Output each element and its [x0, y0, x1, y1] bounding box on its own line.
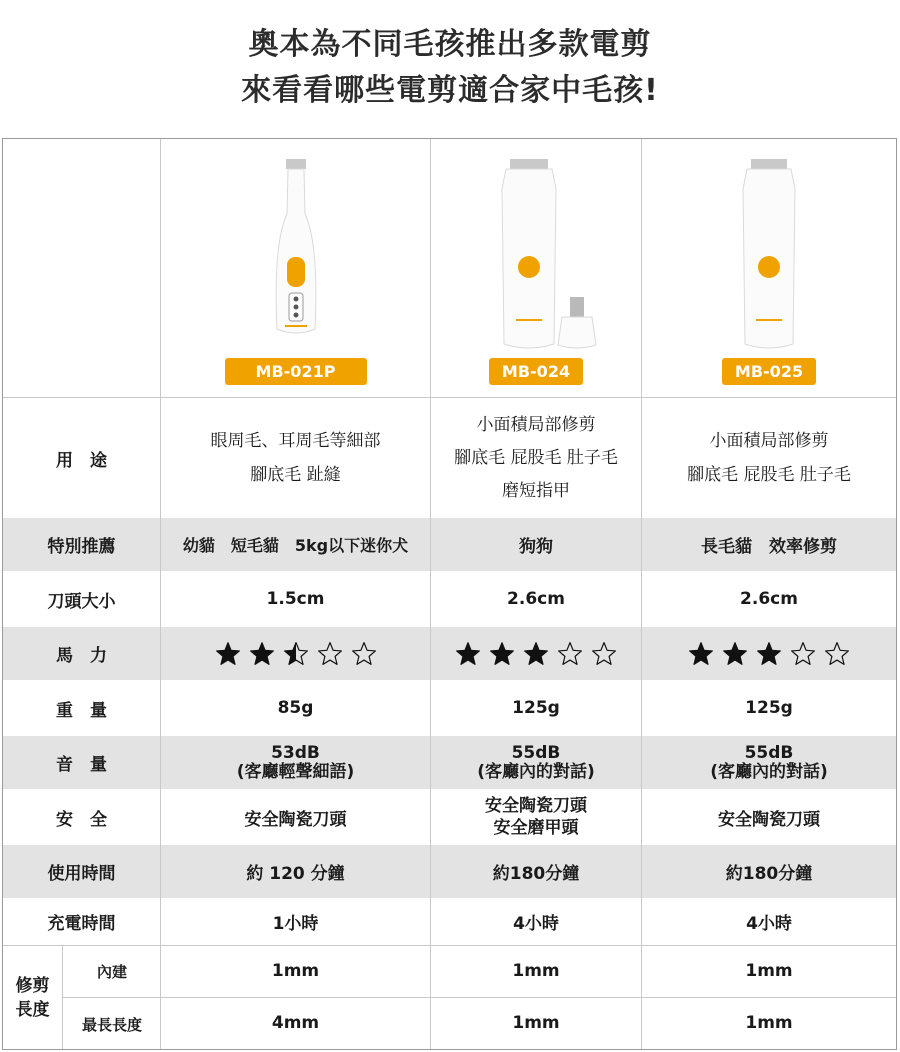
label-recommend: 特別推薦 [3, 518, 161, 571]
star-full-icon [688, 641, 714, 667]
usage-2-line-1: 小面積局部修剪 [476, 414, 596, 435]
label-trim-length [3, 946, 63, 1049]
empty-header-cell [3, 139, 161, 397]
noise-2-desc: (客廳內的對話) [477, 761, 595, 782]
row-blade-size [3, 571, 896, 627]
blade-size-cell-2: 2.6cm [431, 571, 642, 627]
trimmer-mb025-image [739, 159, 799, 354]
usage-cell-1 [161, 398, 431, 518]
row-trim-length [3, 945, 896, 1049]
title-line-1: 奧本為不同毛孩推出多款電剪 [248, 27, 652, 62]
label-noise: 音 量 [3, 736, 161, 789]
trim-max-2: 1mm [512, 1013, 560, 1034]
power-cell-2 [431, 627, 642, 680]
star-full-icon [455, 641, 481, 667]
safety-2-line-1: 安全陶瓷刀頭 [485, 796, 587, 816]
noise-3-db: 55dB [744, 742, 794, 763]
usage-1-line-2: 腳底毛 趾縫 [250, 465, 341, 485]
trim-cell-2 [431, 946, 642, 1049]
trim-cell-3 [642, 946, 896, 1049]
title-line-2: 來看看哪些電剪適合家中毛孩! [241, 73, 659, 108]
safety-2-line-2: 安全磨甲頭 [493, 818, 579, 838]
safety-cell-3: 安全陶瓷刀頭 [718, 809, 820, 830]
charge-time-cell-2: 4小時 [431, 898, 642, 945]
star-empty-icon [824, 641, 850, 667]
row-safety [3, 789, 896, 845]
row-power [3, 627, 896, 680]
star-rating-1 [215, 641, 377, 667]
trim-length-label-text: 修剪長度 [15, 975, 50, 1020]
noise-2-db: 55dB [511, 742, 561, 763]
usage-cell-2 [431, 398, 642, 518]
star-empty-icon [317, 641, 343, 667]
noise-3-desc: (客廳內的對話) [710, 761, 828, 782]
trim-builtin-1: 1mm [161, 946, 430, 998]
star-full-icon [756, 641, 782, 667]
safety-cell-2 [431, 789, 642, 845]
model-badge-1: MB-021P [225, 358, 367, 385]
trim-builtin-3: 1mm [642, 946, 896, 998]
trim-builtin-2: 1mm [431, 946, 641, 998]
use-time-cell-1: 約 120 分鐘 [161, 845, 431, 898]
usage-2-line-2: 腳底毛 屁股毛 肚子毛 [454, 447, 618, 468]
star-empty-icon [557, 641, 583, 667]
label-blade-size: 刀頭大小 [3, 571, 161, 627]
usage-3-line-1: 小面積局部修剪 [709, 431, 829, 451]
row-use-time [3, 845, 896, 898]
power-cell-3 [642, 627, 896, 680]
label-trim-length-cell [3, 946, 161, 1049]
row-usage [3, 397, 896, 518]
use-time-cell-3: 約180分鐘 [725, 864, 813, 884]
star-empty-icon [591, 641, 617, 667]
row-recommend [3, 518, 896, 571]
trim-cell-1 [161, 946, 431, 1049]
noise-1-desc: (客廳輕聲細語) [236, 761, 355, 782]
label-usage: 用 途 [3, 398, 161, 518]
noise-1-db: 53dB [271, 742, 320, 763]
weight-cell-3: 125g [745, 698, 793, 718]
charge-time-cell-3: 4小時 [746, 914, 792, 934]
label-trim-max: 最長長度 [81, 1015, 142, 1034]
star-half-icon [283, 641, 309, 667]
recommend-cell-1: 幼貓 短毛貓 5kg以下迷你犬 [161, 518, 431, 571]
star-rating-2 [455, 641, 617, 667]
label-trim-builtin: 內建 [63, 946, 161, 998]
trimmer-mb024-image [486, 159, 606, 354]
label-safety: 安 全 [3, 789, 161, 845]
star-full-icon [215, 641, 241, 667]
noise-cell-1 [161, 736, 431, 789]
trimmer-mb021p-image [271, 159, 321, 339]
label-weight: 重 量 [3, 680, 161, 736]
product-cell-3 [642, 139, 896, 397]
row-weight [3, 680, 896, 736]
product-cell-1 [161, 139, 431, 397]
star-empty-icon [790, 641, 816, 667]
model-badge-2: MB-024 [489, 358, 583, 385]
row-noise [3, 736, 896, 789]
use-time-cell-2: 約180分鐘 [431, 845, 642, 898]
recommend-cell-2: 狗狗 [431, 518, 642, 571]
model-badge-3: MB-025 [722, 358, 816, 385]
comparison-table [2, 138, 897, 1050]
label-charge-time: 充電時間 [3, 898, 161, 945]
star-empty-icon [351, 641, 377, 667]
product-row [3, 139, 896, 397]
weight-cell-1: 85g [161, 680, 431, 736]
blade-size-cell-1: 1.5cm [161, 571, 431, 627]
usage-cell-3 [642, 398, 896, 518]
noise-cell-3 [642, 736, 896, 789]
recommend-cell-3: 長毛貓 效率修剪 [701, 537, 837, 557]
charge-time-cell-1: 1小時 [161, 898, 431, 945]
trim-max-1: 4mm [271, 1013, 320, 1034]
power-cell-1 [161, 627, 431, 680]
product-cell-2 [431, 139, 642, 397]
usage-1-line-1: 眼周毛、耳周毛等細部 [210, 431, 381, 451]
label-power: 馬 力 [3, 627, 161, 680]
label-use-time: 使用時間 [3, 845, 161, 898]
usage-3-line-2: 腳底毛 屁股毛 肚子毛 [687, 465, 851, 485]
star-full-icon [523, 641, 549, 667]
star-full-icon [249, 641, 275, 667]
row-charge-time [3, 898, 896, 945]
star-full-icon [489, 641, 515, 667]
star-rating-3 [688, 641, 850, 667]
safety-cell-1: 安全陶瓷刀頭 [161, 789, 431, 845]
noise-cell-2 [431, 736, 642, 789]
star-full-icon [722, 641, 748, 667]
page-title [0, 22, 900, 114]
usage-2-line-3: 磨短指甲 [502, 480, 570, 501]
trim-max-3: 1mm [745, 1013, 793, 1034]
blade-size-cell-3: 2.6cm [740, 589, 798, 609]
weight-cell-2: 125g [431, 680, 642, 736]
